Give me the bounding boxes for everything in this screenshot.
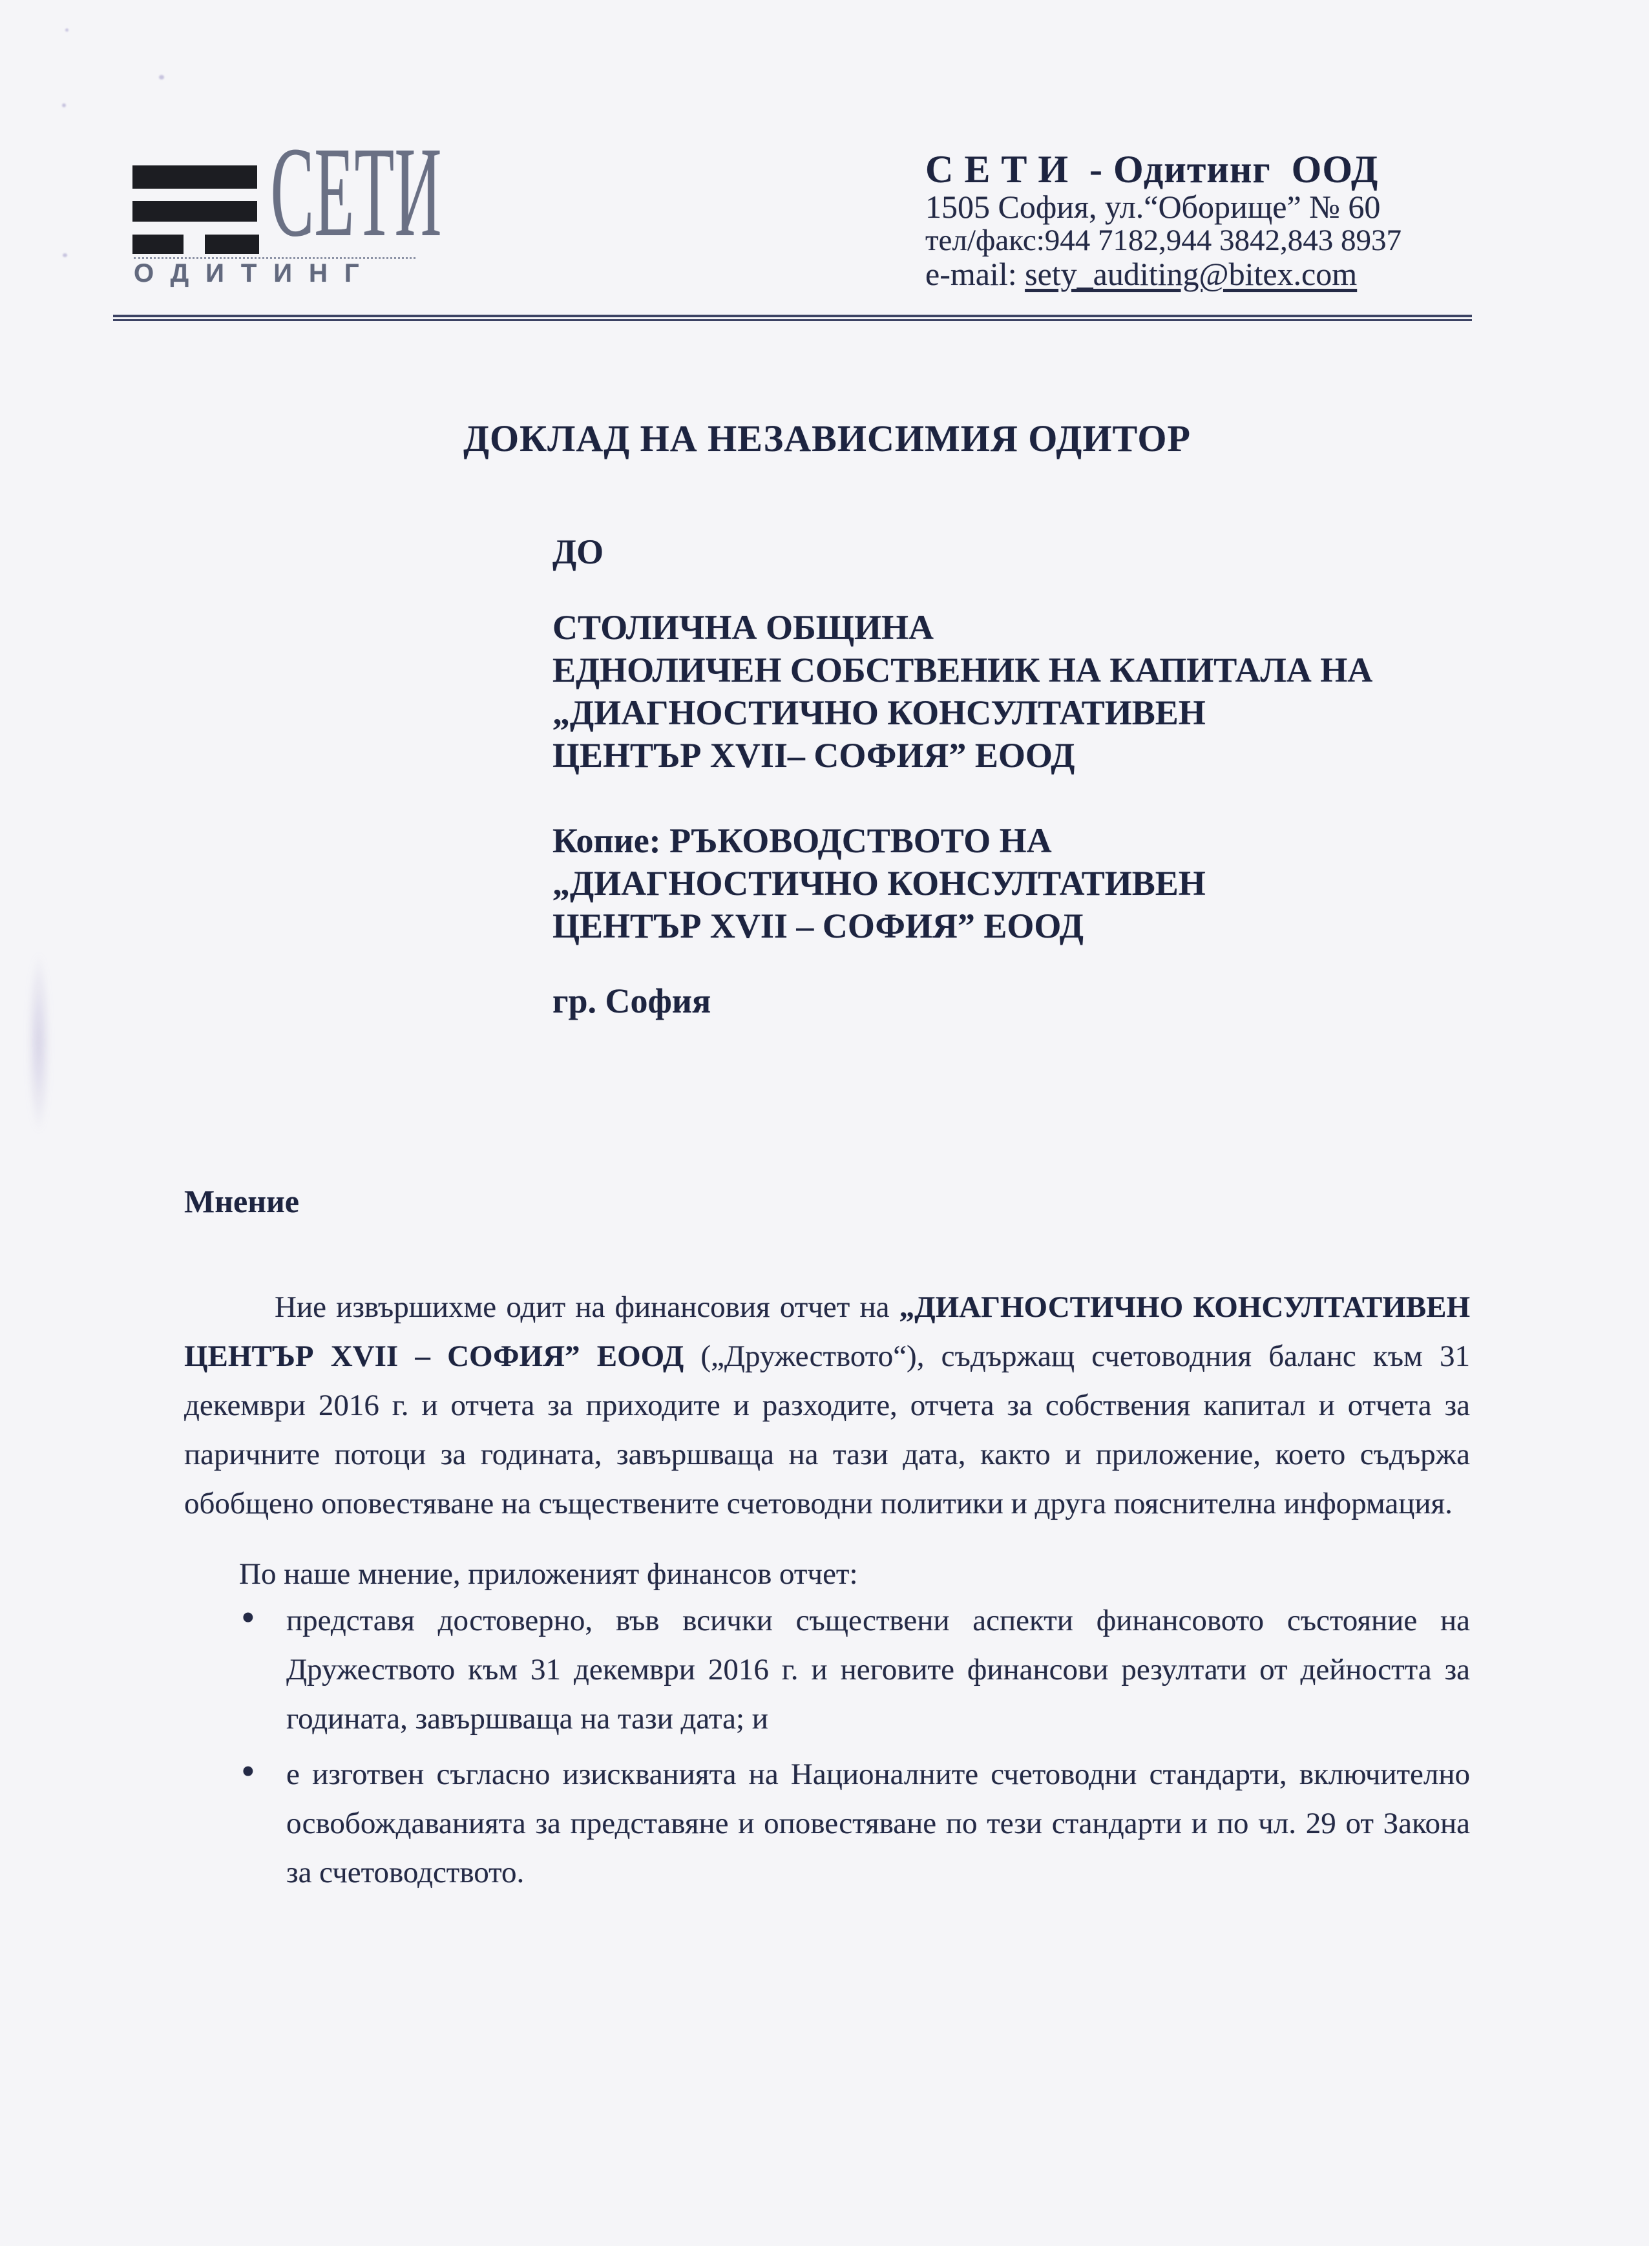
scan-speck bbox=[159, 75, 164, 79]
company-phone: тел/факс:944 7182,944 3842,843 8937 bbox=[925, 224, 1402, 257]
scan-speck bbox=[63, 253, 67, 257]
email-address: sety_auditing@bitex.com bbox=[1025, 256, 1358, 292]
document-title: ДОКЛАД НА НЕЗАВИСИМИЯ ОДИТОР bbox=[463, 417, 1191, 459]
opinion-paragraph bbox=[184, 1283, 1470, 1528]
addressee-block bbox=[552, 606, 1372, 777]
letterhead-divider-rule bbox=[113, 315, 1472, 321]
bullet-item bbox=[184, 1750, 1470, 1897]
addressee-line: ЦЕНТЪР XVII– СОФИЯ” ЕООД bbox=[552, 736, 1075, 775]
bullet-text: представя достоверно, във всички съществени аспекти финансовото състояние на Дружеството към 31 декември 2016 г. и неговите финансови резултати от дейността за годината, завършваща на тази дата; и bbox=[286, 1604, 1470, 1736]
logo-bar bbox=[132, 201, 257, 222]
letterhead-contact-block bbox=[925, 149, 1416, 291]
company-email-line bbox=[925, 257, 1416, 291]
addressee-line: СТОЛИЧНА ОБЩИНА bbox=[552, 608, 934, 647]
logo-brand-text: СЕТИ bbox=[271, 121, 443, 264]
copy-line: ЦЕНТЪР XVII – СОФИЯ” ЕООД bbox=[552, 907, 1084, 945]
logo-bar bbox=[132, 235, 184, 254]
copy-line: „ДИАГНОСТИЧНО КОНСУЛТАТИВЕН bbox=[552, 864, 1206, 903]
opinion-heading: Мнение bbox=[184, 1183, 300, 1219]
bullet-item bbox=[184, 1596, 1470, 1743]
scan-speck bbox=[65, 28, 68, 32]
copy-line: Копие: РЪКОВОДСТВОТО НА bbox=[552, 821, 1052, 860]
addressee-to-label: ДО bbox=[552, 532, 604, 571]
bullet-text: е изготвен съгласно изискванията на Националните счетоводни стандарти, включително освобождаванията за представяне и оповестяване по тези стандарти и по чл. 29 от Закона за счетоводството. bbox=[286, 1758, 1470, 1889]
paragraph-intro: Ние извършихме одит на финансовия отчет на bbox=[275, 1290, 899, 1324]
logo-bar bbox=[132, 165, 257, 189]
scan-page-edge bbox=[0, 2246, 1649, 2268]
bullet-icon: • bbox=[241, 1750, 255, 1794]
copy-recipient-block bbox=[552, 819, 1206, 947]
paragraph-rest: („Дружеството“), съдържащ счетоводния баланс към 31 декември 2016 г. и отчета за приходите и разходите, отчета за собствения капитал и отчета за паричните потоци за годината, завършваща на тази дата, както и приложение, което съдържа обобщено оповестяване на съществените счетоводни политики и друга пояснителна информация. bbox=[184, 1339, 1471, 1520]
bullet-icon: • bbox=[241, 1596, 255, 1640]
scan-smudge-artifact bbox=[23, 916, 54, 1170]
company-logo bbox=[132, 121, 443, 288]
company-name: С Е Т И - Одитинг ООД bbox=[925, 148, 1379, 191]
company-address: 1505 София, ул.“Оборище” № 60 bbox=[925, 189, 1381, 225]
logo-subtitle-text: ОДИТИНГ bbox=[134, 257, 415, 286]
logo-bar bbox=[205, 235, 259, 254]
paragraph-entity-name: „ДИАГНОСТИЧНО КОНСУЛТАТИВЕН ЦЕНТЪР XVII – СОФИЯ” ЕООД bbox=[184, 1290, 1471, 1373]
city-line: гр. София bbox=[552, 982, 711, 1020]
scan-speck bbox=[62, 103, 66, 107]
opinion-bullet-list bbox=[184, 1596, 1470, 1897]
email-label: e-mail: bbox=[925, 256, 1025, 292]
addressee-line: ЕДНОЛИЧЕН СОБСТВЕНИК НА КАПИТАЛА НА bbox=[552, 651, 1373, 689]
addressee-line: „ДИАГНОСТИЧНО КОНСУЛТАТИВЕН bbox=[552, 693, 1206, 732]
opinion-lead-line: По наше мнение, приложеният финансов отчет: bbox=[239, 1557, 858, 1591]
